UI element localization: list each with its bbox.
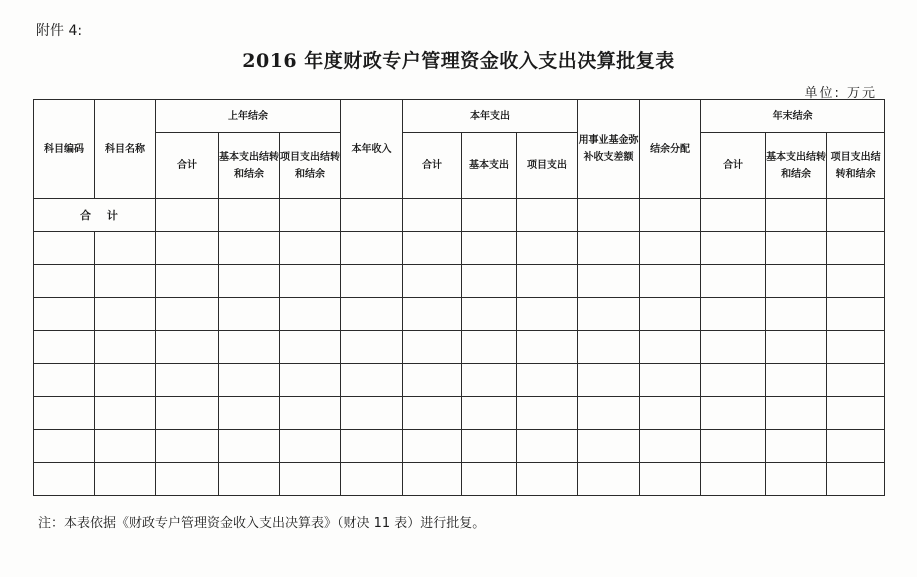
table-cell[interactable] [341,331,403,364]
table-cell[interactable] [280,364,341,397]
table-cell[interactable] [341,298,403,331]
table-cell[interactable] [95,331,156,364]
table-cell[interactable] [341,265,403,298]
table-cell[interactable] [403,397,462,430]
header-current-income: 本年收入 [341,100,403,199]
table-cell[interactable] [280,430,341,463]
table-cell[interactable] [701,397,766,430]
table-row [34,232,885,265]
table-cell[interactable] [95,298,156,331]
table-cell[interactable] [701,364,766,397]
table-cell[interactable] [341,232,403,265]
table-cell[interactable] [827,199,885,232]
table-cell[interactable] [462,430,517,463]
page-title: 2016 年度财政专户管理资金收入支出决算批复表 [242,50,675,72]
table-row [34,364,885,397]
table-cell[interactable] [578,430,640,463]
table-cell[interactable] [640,364,701,397]
table-cell[interactable] [95,265,156,298]
table-cell[interactable] [640,331,701,364]
table-cell[interactable] [578,397,640,430]
table-cell[interactable] [640,265,701,298]
header-end-basic: 基本支出结转和结余 [766,133,827,199]
table-cell[interactable] [827,364,885,397]
table-cell[interactable] [462,397,517,430]
header-subsidy: 用事业基金弥补收支差额 [578,100,640,199]
table-cell[interactable] [517,397,578,430]
table-cell[interactable] [34,463,95,496]
table-cell[interactable] [462,364,517,397]
table-cell[interactable] [766,199,827,232]
table-cell[interactable] [701,265,766,298]
table-cell[interactable] [403,364,462,397]
table-cell[interactable] [219,265,280,298]
table-cell[interactable] [403,463,462,496]
table-cell[interactable] [827,232,885,265]
table-cell[interactable] [403,298,462,331]
table-cell[interactable] [34,232,95,265]
table-cell[interactable] [827,397,885,430]
table-cell[interactable] [462,463,517,496]
table-cell[interactable] [156,331,219,364]
header-last-basic: 基本支出结转和结余 [219,133,280,199]
table-cell[interactable] [156,199,219,232]
table-cell[interactable] [280,265,341,298]
table-cell[interactable] [280,397,341,430]
table-cell[interactable] [462,199,517,232]
table-cell[interactable] [827,463,885,496]
table-cell[interactable] [403,331,462,364]
table-cell[interactable] [578,463,640,496]
table-cell[interactable] [95,232,156,265]
table-cell[interactable] [95,364,156,397]
header-last-total: 合计 [156,133,219,199]
table-row [34,397,885,430]
table-cell[interactable] [701,430,766,463]
unit-label: 单位: 万元 [804,86,877,101]
table-cell[interactable] [517,298,578,331]
table-cell[interactable] [640,232,701,265]
table-cell[interactable] [156,232,219,265]
table-row [34,298,885,331]
header-expense-total: 合计 [403,133,462,199]
table-cell[interactable] [827,265,885,298]
table-cell[interactable] [156,463,219,496]
table-cell[interactable] [517,463,578,496]
table-cell[interactable] [280,232,341,265]
table-cell[interactable] [156,364,219,397]
table-cell[interactable] [156,430,219,463]
table-cell[interactable] [462,232,517,265]
table-cell[interactable] [462,331,517,364]
header-expense-basic: 基本支出 [462,133,517,199]
header-end-project: 项目支出结转和结余 [827,133,885,199]
table-cell[interactable] [517,199,578,232]
header-last-year-balance: 上年结余 [156,100,341,133]
table-cell[interactable] [827,430,885,463]
table-cell[interactable] [403,232,462,265]
approval-table [33,99,885,496]
table-cell[interactable] [34,397,95,430]
table-cell[interactable] [701,331,766,364]
table-cell[interactable] [95,430,156,463]
table-row [34,430,885,463]
total-row-label: 合 计 [34,199,156,232]
table-cell[interactable] [827,331,885,364]
table-cell[interactable] [517,364,578,397]
table-cell[interactable] [219,331,280,364]
data-rows [34,232,885,496]
table-cell[interactable] [766,430,827,463]
table-cell[interactable] [578,232,640,265]
header-current-expense: 本年支出 [403,100,578,133]
table-cell[interactable] [95,397,156,430]
table-cell[interactable] [219,298,280,331]
header-subject-code: 科目编码 [34,100,95,199]
table-cell[interactable] [827,298,885,331]
table-cell[interactable] [640,397,701,430]
header-row-2 [34,133,885,199]
table-cell[interactable] [701,463,766,496]
table-cell[interactable] [766,331,827,364]
table-cell[interactable] [403,430,462,463]
table-cell[interactable] [219,232,280,265]
header-subject-name: 科目名称 [95,100,156,199]
table-cell[interactable] [640,199,701,232]
table-cell[interactable] [701,199,766,232]
header-year-end-balance: 年末结余 [701,100,885,133]
table-cell[interactable] [403,199,462,232]
table-cell[interactable] [517,430,578,463]
table-cell[interactable] [578,331,640,364]
table-cell[interactable] [640,430,701,463]
table-cell[interactable] [640,463,701,496]
table-cell[interactable] [156,397,219,430]
table-row [34,331,885,364]
table-cell[interactable] [517,331,578,364]
table-cell[interactable] [341,364,403,397]
table-cell[interactable] [766,364,827,397]
table-cell[interactable] [280,463,341,496]
table-cell[interactable] [219,199,280,232]
header-end-total: 合计 [701,133,766,199]
table-row [34,265,885,298]
attachment-label: 附件 4: [36,23,83,39]
table-cell[interactable] [156,298,219,331]
table-cell[interactable] [341,463,403,496]
table-cell[interactable] [34,298,95,331]
table-cell[interactable] [766,232,827,265]
table-cell[interactable] [578,298,640,331]
table-cell[interactable] [701,232,766,265]
table-cell[interactable] [766,397,827,430]
table-cell[interactable] [517,265,578,298]
table-cell[interactable] [280,298,341,331]
table-row [34,463,885,496]
header-last-project: 项目支出结转和结余 [280,133,341,199]
header-balance-distribution: 结余分配 [640,100,701,199]
table-cell[interactable] [766,298,827,331]
table-cell[interactable] [640,298,701,331]
table-cell[interactable] [462,265,517,298]
table-cell[interactable] [34,430,95,463]
table-cell[interactable] [341,397,403,430]
table-cell[interactable] [462,298,517,331]
table-cell[interactable] [578,364,640,397]
table-cell[interactable] [341,199,403,232]
total-row [34,199,885,232]
table-cell[interactable] [766,265,827,298]
table-cell[interactable] [219,430,280,463]
table-cell[interactable] [34,331,95,364]
table-cell[interactable] [280,331,341,364]
table-cell[interactable] [34,364,95,397]
table-cell[interactable] [403,265,462,298]
table-cell[interactable] [219,364,280,397]
table-cell[interactable] [517,232,578,265]
footnote: 注：本表依据《财政专户管理资金收入支出决算表》（财决 11 表）进行批复。 [38,516,486,531]
table-cell[interactable] [156,265,219,298]
table-cell[interactable] [578,265,640,298]
table-cell[interactable] [280,199,341,232]
table-cell[interactable] [701,298,766,331]
table-cell[interactable] [34,265,95,298]
table-cell[interactable] [219,463,280,496]
table-cell[interactable] [341,430,403,463]
table-cell[interactable] [95,463,156,496]
table-cell[interactable] [578,199,640,232]
header-expense-project: 项目支出 [517,133,578,199]
table-cell[interactable] [219,397,280,430]
table-cell[interactable] [766,463,827,496]
header-row-1 [34,100,885,133]
